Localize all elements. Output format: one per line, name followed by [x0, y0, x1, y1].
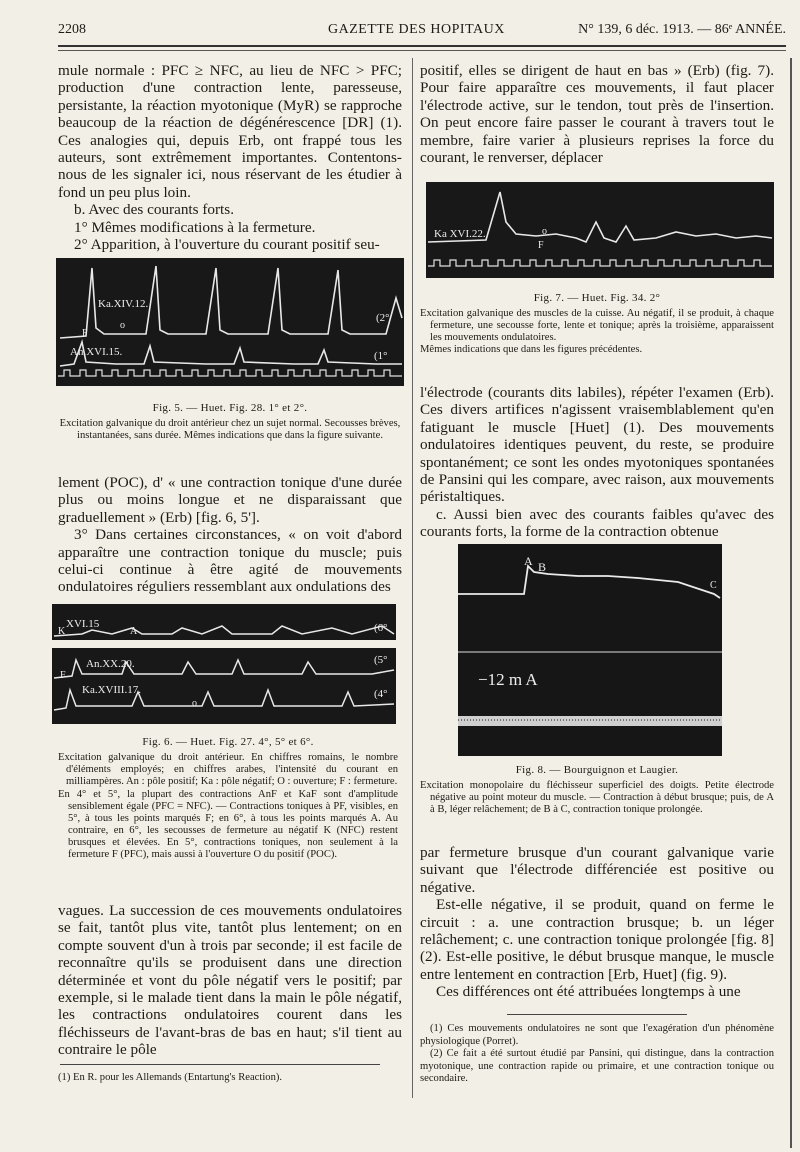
fig6-label-4: (4°: [374, 688, 388, 700]
right-column-top: [420, 62, 774, 166]
left-paragraph-3: 1° Mêmes modifications à la fermeture.: [74, 218, 316, 236]
right-footnotes: [420, 1014, 774, 1086]
right-paragraph-3: c. Aussi bien avec des courants faibles qu'avec des courants forts, la forme de la contraction obtenue: [420, 505, 774, 541]
fig8-label-a: A: [524, 554, 533, 568]
left-column-middle: [58, 474, 402, 596]
fig6-label-an: An.XX.20.: [86, 658, 135, 670]
running-header: [58, 22, 786, 44]
fig6-label-a: A: [130, 626, 138, 637]
left-column-top: [58, 62, 402, 253]
right-column-middle: [420, 384, 774, 541]
right-footnote-1: (1) Ces mouvements ondulatoires ne sont que l'exagération d'un phénomène physiologique (Porret).: [420, 1023, 774, 1047]
header-rule: [58, 45, 786, 47]
fig5-label-2: (2°: [376, 312, 390, 324]
figure-6-caption-2: En 4° et 5°, la plupart des contractions AnF et KaF sont d'amplitude sensiblement égale (PFC = NFC). — Contractions toniques à PF, visibles, en 5°, à tous les points marqués F; en 6°, à tous les points marqués A. Au contraire, en 6°, les secousses de fermeture au négatif K (NFC) restent brusques et élevées. En 5°, contractions toniques, non seulement à la fermeture F (PFC), mais aussi à l'ouverture O du positif (POC).: [58, 789, 398, 860]
figure-8-trace: [458, 544, 722, 756]
figure-6-trace: [52, 604, 396, 724]
column-separator: [412, 58, 413, 1098]
left-paragraph-4: 2° Apparition, à l'ouverture du courant positif seu-: [74, 236, 380, 254]
figure-7-caption-2: Mêmes indications que dans les figures précédentes.: [420, 344, 643, 355]
fig8-label-b: B: [538, 560, 547, 574]
figure-6-caption-block: [58, 736, 398, 861]
figure-6-caption: Excitation galvanique du droit antérieur. En chiffres romains, le nombre d'éléments employés; en chiffres arabes, l'intensité du courant en milliampères. An : pôle positif; Ka : pôle négatif; O : ouverture; F : fermeture.: [58, 752, 398, 787]
figure-5-title: Fig. 5. — Huet. Fig. 28. 1° et 2°.: [152, 402, 308, 414]
figure-5-trace: [56, 258, 404, 386]
left-paragraph-7: vagues. La succession de ces mouvements ondulatoires se fait, tantôt plus vite, tantôt plus lentement; on en compte souvent d'un à trois par seconde; il est facile de reconnaître qu'ils se produisent dans une direction déterminée et vont du pôle négatif vers le positif; par exemple, si le malade tient dans la main le pôle négatif, les contractions ondulatoires courent dans les fléchisseurs de l'avant-bras de bas en haut; s'il tient au contraire le pôle: [58, 902, 402, 1059]
figure-5-caption: Excitation galvanique du droit antérieur chez un sujet normal. Secousses brèves, instantanées, sans durée. Mêmes indications que dans la figure suivante.: [59, 418, 401, 441]
left-paragraph-2: b. Avec des courants forts.: [74, 201, 234, 219]
fig6-label-xvi: XVI.15: [66, 618, 100, 630]
footnote-rule-left: [60, 1064, 380, 1065]
left-footnote-1: (1) En R. pour les Allemands (Entartung's Reaction).: [58, 1072, 283, 1083]
fig5-label-o: o: [120, 320, 125, 331]
right-paragraph-6: Ces différences ont été attribuées longtemps à une: [436, 983, 741, 1001]
right-paragraph-4: par fermeture brusque d'un courant galvanique varie suivant que l'électrode différenciée est positive ou négative.: [420, 844, 774, 896]
fig6-label-k: K: [58, 626, 66, 637]
figure-7-title: Fig. 7. — Huet. Fig. 34. 2°: [533, 292, 661, 304]
fig7-label-ka: Ka XVI.22.: [434, 228, 486, 240]
fig6-label-6: (6°: [374, 622, 388, 634]
figure-8-title: Fig. 8. — Bourguignon et Laugier.: [515, 764, 679, 776]
fig8-label-current: −12 m A: [478, 670, 538, 689]
figure-7-trace: [426, 182, 774, 278]
right-paragraph-5: Est-elle négative, il se produit, quand on ferme le circuit : a. une contraction brusque; b. un léger relâchement; c. une contraction tonique prolongée [fig. 8] (2). Est-elle positive, le début brusque manque, le muscle entre lentement en contraction [Erb, Huet] (fig. 9).: [420, 896, 774, 983]
right-footnote-2: (2) Ce fait a été surtout étudié par Pansini, qui distingue, dans la contraction myotonique, une contraction rapide ou primaire, et une contraction tonique ou secondaire.: [420, 1048, 774, 1084]
fig7-label-f: F: [538, 240, 544, 251]
issue-info: N° 139, 6 déc. 1913. — 86ᵉ ANNÉE.: [578, 22, 786, 37]
fig6-label-5: (5°: [374, 654, 388, 666]
left-column-bottom: [58, 902, 402, 1059]
page-edge-line: [790, 58, 792, 1148]
right-paragraph-2: l'électrode (courants dits labiles), répéter l'examen (Erb). Ces divers artifices n'agissent vraisemblablement qu'en fatiguant le muscle [Huet] (1). Des mouvements ondulatoires identiques peuvent, du reste, se produire spontanément; ce sont les ondes myotoniques spontanées de Pansini qui les compare, avec raison, aux mouvements péristaltiques.: [420, 384, 774, 506]
fig6-label-o: o: [192, 698, 197, 709]
journal-title: GAZETTE DES HOPITAUX: [328, 22, 505, 37]
figure-5-caption-block: [58, 402, 402, 442]
left-paragraph-5: lement (POC), d' « une contraction tonique d'une durée plus ou moins longue et ne disparaissant que graduellement » (Erb) [fig. 6, 5'].: [58, 474, 402, 526]
right-paragraph-1: positif, elles se dirigent de haut en bas » (Erb) (fig. 7). Pour faire apparaître ces mouvements, il faut placer l'électrode active, sur le tendon, tout près de l'insertion. On peut encore faire passer le courant à travers tout le membre, faire varier à plusieurs reprises la force du courant, le renverser, déplacer: [420, 62, 774, 167]
footnote-rule-right: [507, 1014, 687, 1015]
page-number: 2208: [58, 22, 86, 37]
right-column-bottom: [420, 844, 774, 1001]
figure-6-title: Fig. 6. — Huet. Fig. 27. 4°, 5° et 6°.: [142, 736, 314, 748]
fig5-label-an: An.XVI.15.: [70, 346, 123, 358]
fig5-label-ka: Ka.XIV.12.: [98, 298, 149, 310]
left-footnotes: [58, 1072, 402, 1085]
fig6-label-f: F: [60, 670, 66, 681]
figure-8-caption-block: [420, 764, 774, 816]
fig8-label-c: C: [710, 580, 717, 591]
left-paragraph-1: mule normale : PFC ≥ NFC, au lieu de NFC > PFC; production d'une contraction lente, paresseuse, persistante, la réaction myotonique (MyR) se rapproche beaucoup de la réaction de dégénérescence [DR] (1). Ces analogies qui, depuis Erb, ont frappé tous les auteurs, sont extrêmement importantes. Contentons-nous de les signaler ici, nous réservant de les étudier à fond un peu plus loin.: [58, 62, 402, 201]
header-rule-thin: [58, 50, 786, 51]
fig5-label-1: (1°: [374, 350, 388, 362]
figure-7-caption: Excitation galvanique des muscles de la cuisse. Au négatif, il se produit, à chaque fermeture, une secousse forte, lente et tonique; après la troisième, apparaissent les mouvements ondulatoires.: [420, 308, 774, 343]
left-paragraph-6: 3° Dans certaines circonstances, « on voit d'abord apparaître une contraction tonique du muscle; puis celui-ci continue à être agité de mouvements ondulatoires réguliers ressemblant aux ondulations des: [58, 526, 402, 596]
figure-7-caption-block: [420, 292, 774, 356]
figure-8-caption: Excitation monopolaire du fléchisseur superficiel des doigts. Petite électrode négative au point moteur du muscle. — Contraction à début brusque; puis, de A à B, léger relâchement; de B à C, contraction tonique prolongée.: [420, 780, 774, 815]
fig5-label-f: F: [82, 328, 88, 339]
fig7-label-o: o: [542, 226, 547, 237]
fig6-label-ka: Ka.XVIII.17.: [82, 684, 141, 696]
